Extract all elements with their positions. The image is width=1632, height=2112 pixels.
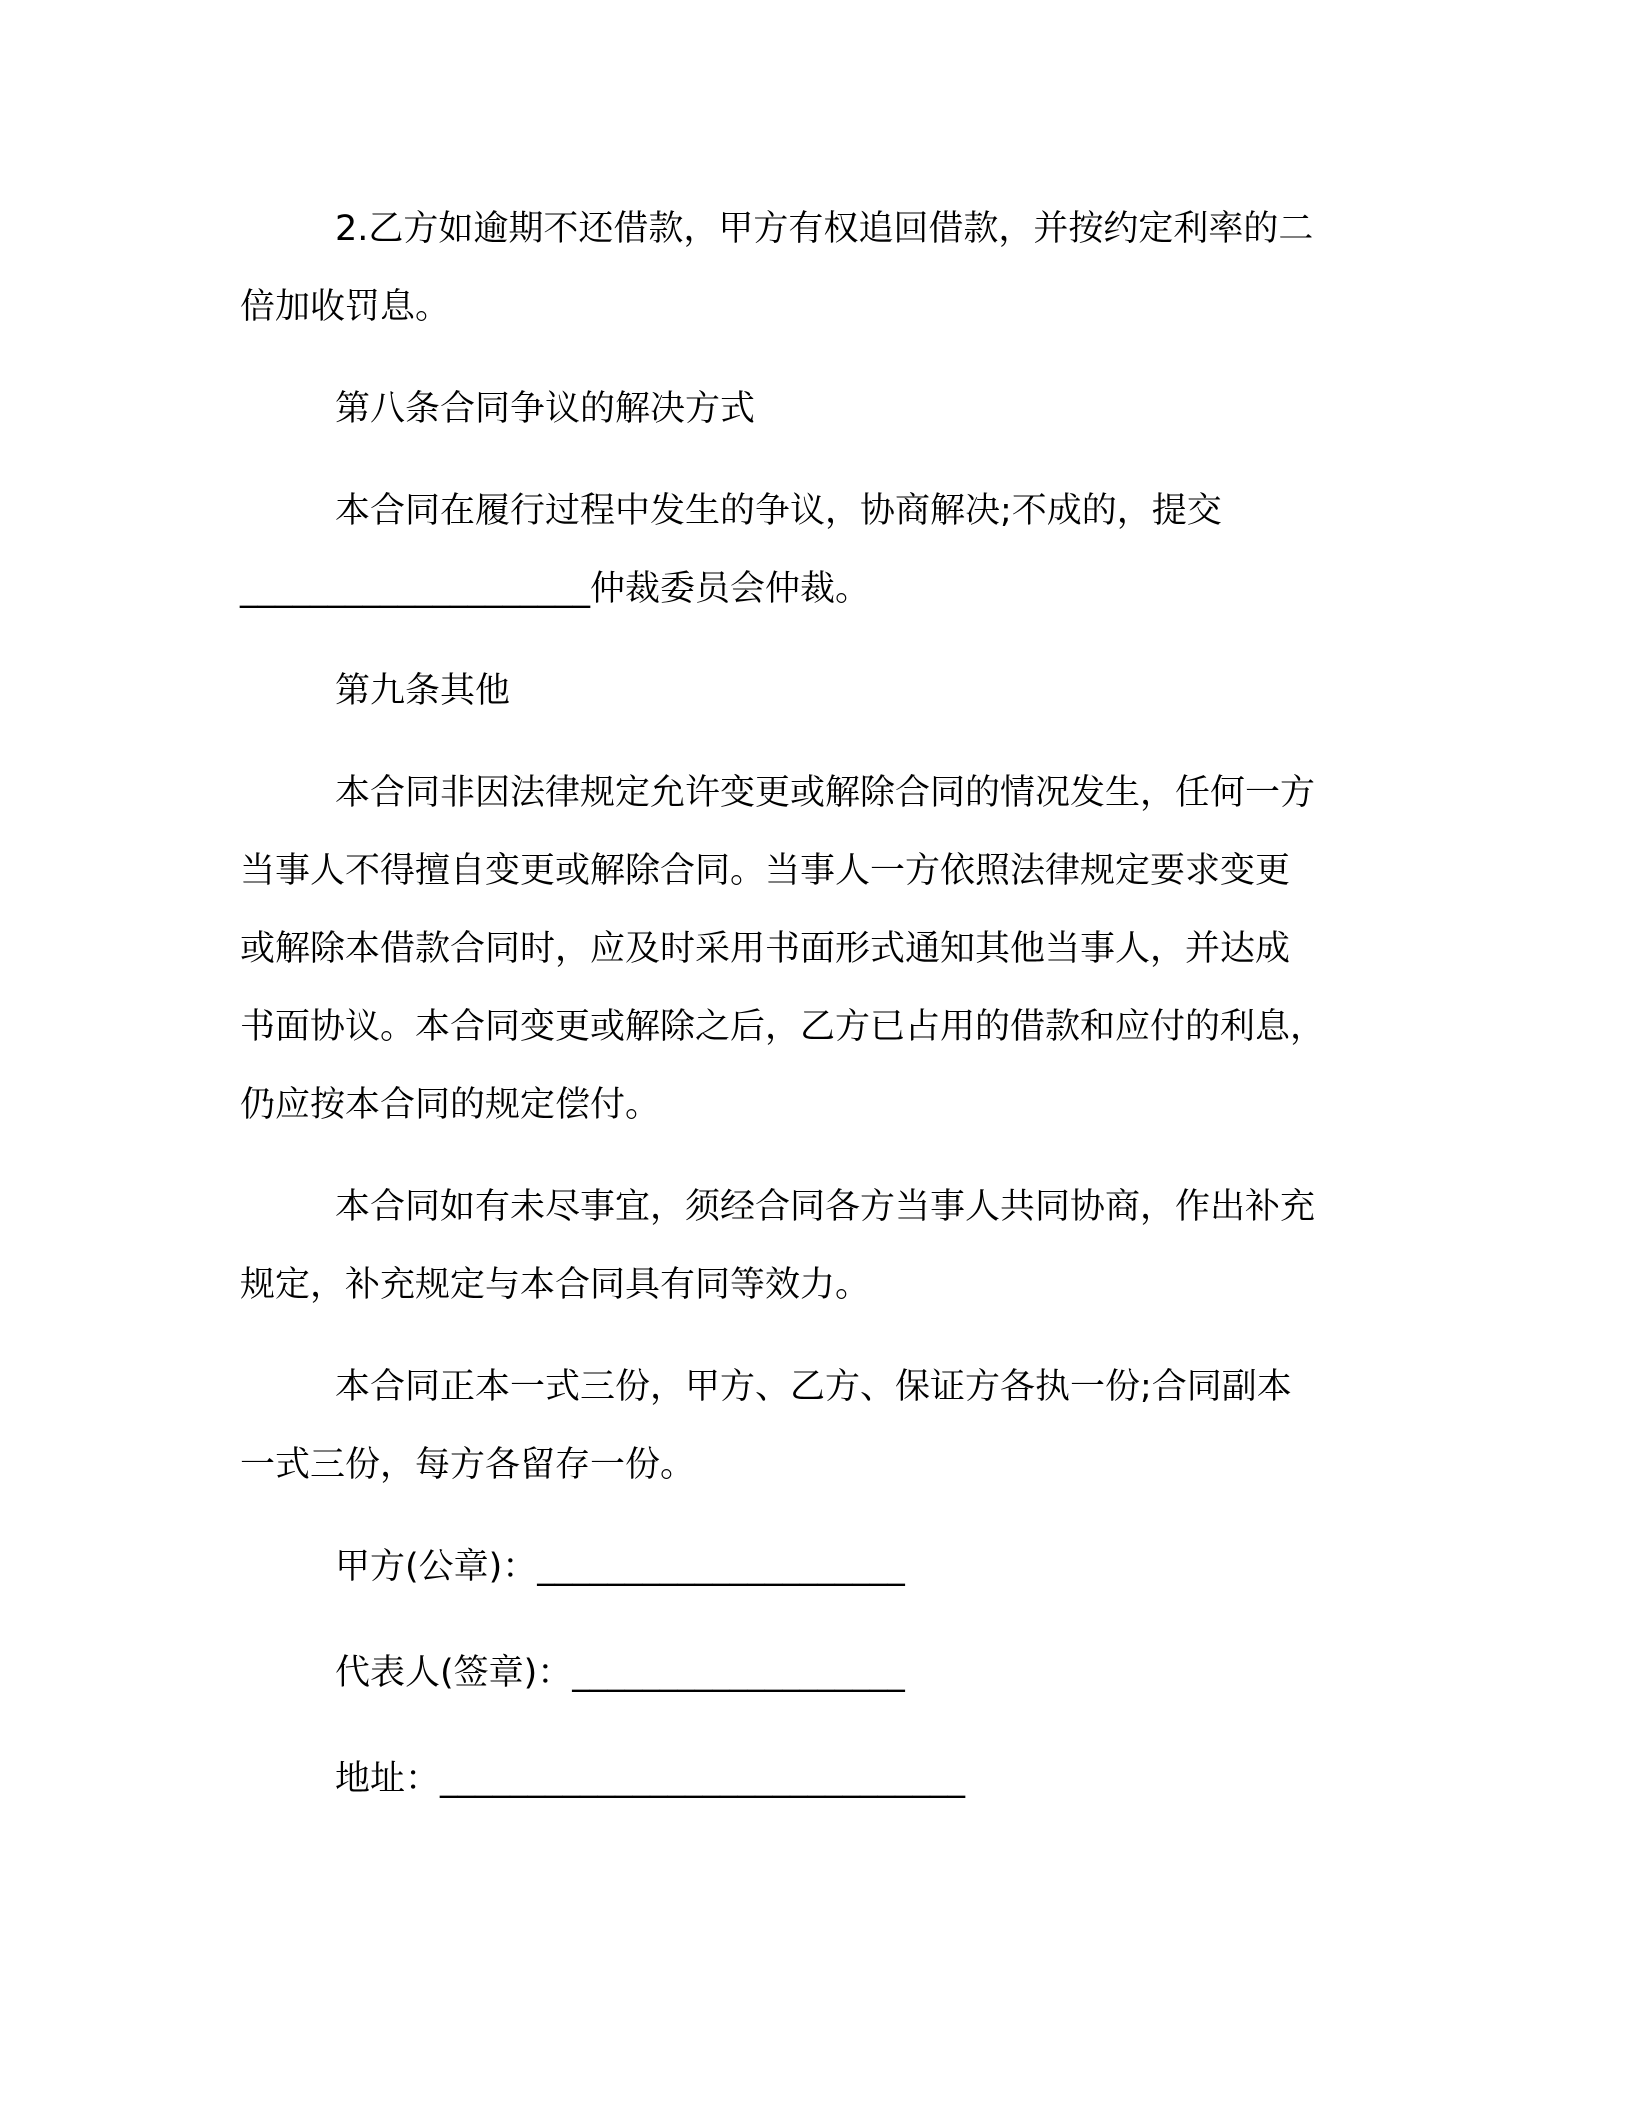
heading-text: 第八条合同争议的解决方式 [335, 389, 756, 429]
paragraph-line: 本合同在履行过程中发生的争议，协商解决;不成的，提交 [335, 491, 1222, 531]
heading-article-9 [240, 652, 1390, 730]
paragraph-supplement [240, 1168, 1390, 1324]
paragraph-line: 仍应按本合同的规定偿付。 [240, 1085, 661, 1125]
paragraph-line: 本合同正本一式三份，甲方、乙方、保证方各执一份;合同副本 [335, 1367, 1292, 1407]
paragraph-line: 当事人不得擅自变更或解除合同。当事人一方依照法律规定要求变更 [240, 851, 1291, 891]
paragraph-penalty [240, 190, 1390, 346]
paragraph-dispute [240, 472, 1390, 628]
heading-text: 第九条其他 [335, 671, 511, 711]
paragraph-copies [240, 1348, 1390, 1504]
paragraph-line: 2.乙方如逾期不还借款，甲方有权追回借款，并按约定利率的二 [335, 209, 1314, 249]
signature-representative: 代表人(签章)：___________________ [335, 1653, 905, 1693]
paragraph-line: ____________________仲裁委员会仲裁。 [240, 569, 871, 609]
heading-article-8 [240, 370, 1390, 448]
paragraph-line: 本合同如有未尽事宜，须经合同各方当事人共同协商，作出补充 [335, 1187, 1316, 1227]
paragraph-line: 倍加收罚息。 [240, 287, 451, 327]
paragraph-line: 或解除本借款合同时，应及时采用书面形式通知其他当事人，并达成 [240, 929, 1291, 969]
document-page [240, 190, 1390, 1846]
paragraph-line: 一式三份，每方各留存一份。 [240, 1445, 696, 1485]
signature-address: 地址：______________________________ [335, 1759, 966, 1799]
paragraph-line: 规定，补充规定与本合同具有同等效力。 [240, 1265, 871, 1305]
signature-party-a: 甲方(公章)：_____________________ [335, 1547, 905, 1587]
paragraph-line: 书面协议。本合同变更或解除之后，乙方已占用的借款和应付的利息， [240, 1007, 1326, 1047]
paragraph-modification [240, 754, 1390, 1144]
paragraph-line: 本合同非因法律规定允许变更或解除合同的情况发生，任何一方 [335, 773, 1316, 813]
